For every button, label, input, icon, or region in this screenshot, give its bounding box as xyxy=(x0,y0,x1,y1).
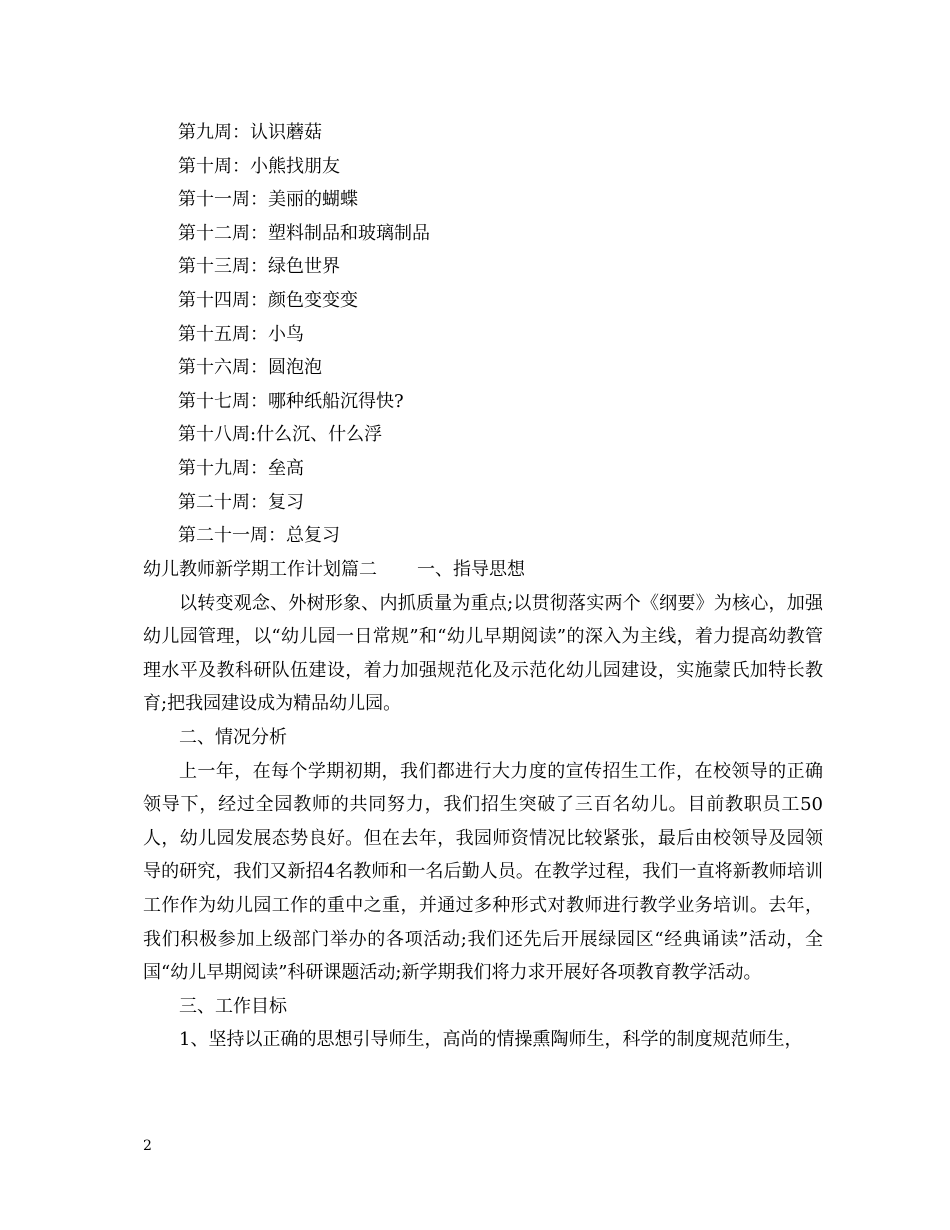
week-item: 第十六周：圆泡泡 xyxy=(178,357,322,379)
section-title: 幼儿教师新学期工作计划篇二 xyxy=(143,559,377,580)
week-item: 第九周：认识蘑菇 xyxy=(178,122,322,143)
week-item: 第十五周：小鸟 xyxy=(178,323,304,345)
paragraph-situation-analysis: 上一年，在每个学期初期，我们都进行大力度的宣传招生工作，在校领导的正确领导下，经过全园教师的共同努力，我们招生突破了三百名幼儿。目前教职员工50人，幼儿园发展态势良好。但在去年，我园师资情况比较紧张，最后由校领导及园领导的研究，我们又新招4名教师和一名后勤人员。在教学过程，我们一直将新教师培训工作作为幼儿园工作的重中之重，并通过多种形式对教师进行教学业务培训。去年，我们积极参加上级部门举办的各项活动;我们还先后开展绿园区“经典诵读”活动，全国“幼儿早期阅读”科研课题活动;新学期我们将力求开展好各项教育教学活动。 xyxy=(143,760,823,984)
week-item: 第十四周：颜色变变变 xyxy=(178,289,358,311)
section-header-line xyxy=(143,553,823,587)
week-item: 第二十一周：总复习 xyxy=(178,525,340,547)
week-item: 第十九周：垒高 xyxy=(178,457,304,479)
heading-guiding-thought: 一、指导思想 xyxy=(417,559,525,580)
week-item: 第十三周：绿色世界 xyxy=(178,256,340,278)
week-item: 第十八周:什么沉、什么浮 xyxy=(178,424,383,446)
week-item: 第十周：小熊找朋友 xyxy=(178,155,340,177)
heading-work-goals: 三、工作目标 xyxy=(179,995,287,1017)
week-item: 第十二周：塑料制品和玻璃制品 xyxy=(178,222,430,244)
week-item: 第十七周：哪种纸船沉得快? xyxy=(178,390,404,412)
paragraph-work-goals: 1、坚持以正确的思想引导师生，高尚的情操熏陶师生，科学的制度规范师生， xyxy=(179,1029,803,1051)
document-body xyxy=(143,553,823,1057)
week-item: 第二十周：复习 xyxy=(178,491,304,513)
week-schedule-list xyxy=(178,116,778,553)
page-number: 2 xyxy=(143,1138,152,1154)
heading-situation-analysis: 二、情况分析 xyxy=(179,726,287,748)
week-item: 第十一周：美丽的蝴蝶 xyxy=(178,189,358,211)
paragraph-guiding-thought: 以转变观念、外树形象、内抓质量为重点;以贯彻落实两个《纲要》为核心，加强幼儿园管理，以“幼儿园一日常规”和“幼儿早期阅读”的深入为主线，着力提高幼教管理水平及教科研队伍建设，着力加强规范化及示范化幼儿园建设，实施蒙氏加特长教育;把我园建设成为精品幼儿园。 xyxy=(143,592,823,715)
